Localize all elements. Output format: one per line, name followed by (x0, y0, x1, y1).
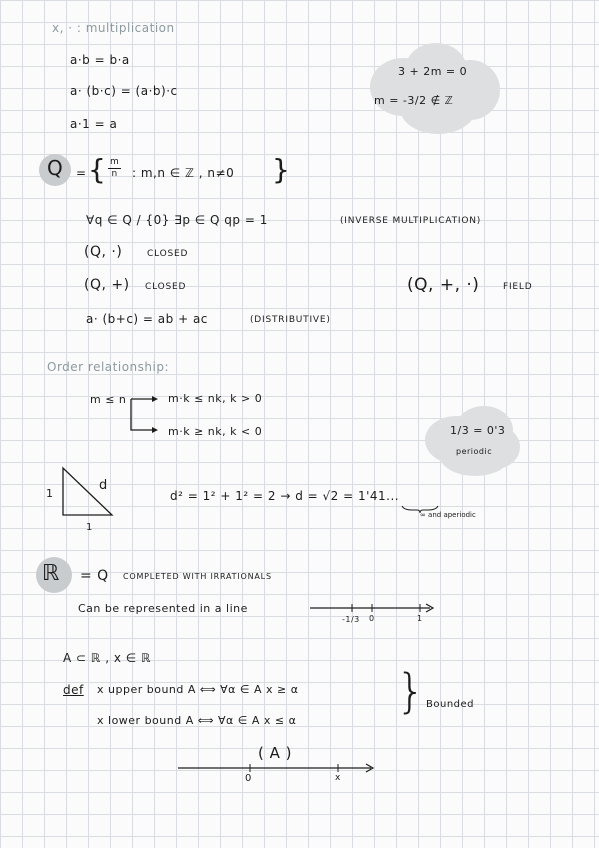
right-brace-icon: } (272, 153, 291, 186)
distributive-note: (DISTRIBUTIVE) (250, 315, 331, 325)
order-case-positive: m·k ≤ nk, k > 0 (168, 392, 263, 405)
pythagoras-expression: d² = 1² + 1² = 2 → d = √2 = 1'41... (170, 489, 400, 503)
reals-symbol: ℝ (42, 561, 60, 586)
associative-property: a· (b·c) = (a·b)·c (70, 84, 178, 98)
right-brace-icon: } (396, 664, 426, 718)
pythagoras-note: ∞ and aperiodic (420, 511, 476, 519)
fraction-numerator: m (110, 157, 120, 167)
closed-mult-label: CLOSED (147, 249, 189, 259)
fraction-denominator: n (111, 169, 118, 179)
cloud-1-line-2: m = -3/2 ∉ ℤ (374, 94, 454, 107)
triangle-hypotenuse: d (99, 478, 108, 493)
interval-label: ( A ) (258, 744, 293, 762)
reals-expression: = Q (80, 568, 109, 584)
triangle-side-left: 1 (46, 487, 54, 500)
order-heading: Order relationship: (47, 360, 169, 374)
subset-statement: A ⊂ ℝ , x ∈ ℝ (63, 651, 152, 665)
tick-label-one: 1 (417, 614, 423, 623)
order-case-negative: m·k ≥ nk, k < 0 (168, 425, 263, 438)
line-representation-text: Can be represented in a line (78, 602, 248, 615)
cloud-2-line-1: 1/3 = 0'3 (450, 424, 506, 437)
field-expression: (Q, +, ·) (407, 275, 480, 295)
closed-add-label: CLOSED (145, 282, 187, 292)
inverse-expression: ∀q ∈ Q / {0} ∃p ∈ Q qp = 1 (86, 213, 268, 227)
lower-bound-definition: x lower bound A ⟺ ∀α ∈ A x ≤ α (97, 714, 297, 727)
commutative-property: a·b = b·a (70, 53, 130, 67)
cloud-2-line-2: periodic (456, 447, 493, 456)
def-word: def (63, 683, 84, 697)
closed-mult-expression: (Q, ·) (84, 244, 123, 260)
rationals-symbol: Q (47, 156, 64, 180)
branch-arrow-icon (128, 395, 162, 437)
inverse-note: (INVERSE MULTIPLICATION) (340, 216, 482, 226)
tick-label-neg-third: -1/3 (342, 615, 360, 624)
tick-label-zero: 0 (369, 614, 375, 623)
upper-bound-definition: x upper bound A ⟺ ∀α ∈ A x ≥ α (97, 683, 299, 696)
number-line-2 (176, 761, 378, 777)
tick-label-x: x (335, 773, 341, 783)
left-brace-icon: { (88, 153, 107, 186)
triangle-side-bottom: 1 (86, 522, 93, 533)
order-premise: m ≤ n (90, 393, 127, 406)
reals-label: COMPLETED WITH IRRATIONALS (123, 572, 272, 581)
fraction-m-over-n (108, 157, 121, 180)
closed-add-expression: (Q, +) (84, 277, 130, 293)
rationals-condition: : m,n ∈ ℤ , n≠0 (132, 166, 235, 180)
identity-property: a·1 = a (70, 117, 118, 131)
bounded-label: Bounded (426, 699, 475, 710)
rationals-equals: = (76, 166, 87, 180)
field-label: FIELD (503, 282, 533, 292)
distributive-expression: a· (b+c) = ab + ac (86, 312, 208, 326)
multiplication-heading: x, · : multiplication (52, 21, 175, 35)
tick-label-origin: 0 (245, 773, 252, 784)
cloud-1-line-1: 3 + 2m = 0 (398, 65, 468, 78)
